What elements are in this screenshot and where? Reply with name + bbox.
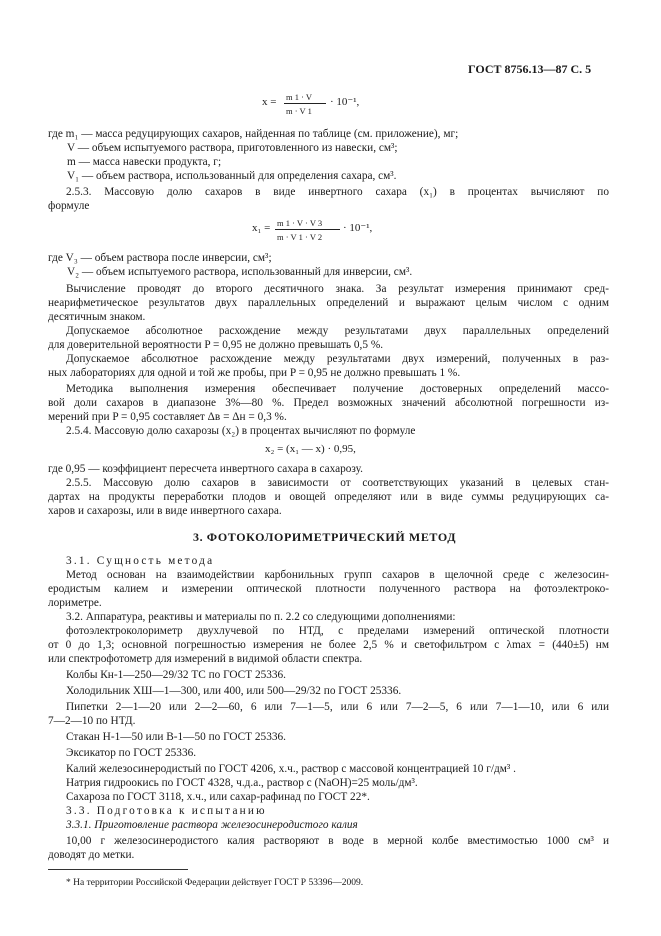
- section-3-title: 3. ФОТОКОЛОРИМЕТРИЧЕСКИЙ МЕТОД: [193, 530, 457, 544]
- paragraph-line: Калий железосинеродистый по ГОСТ 4206, х.ч., раствор с массовой концентрацией 10 г/дм³ .: [66, 763, 516, 775]
- footnote: * На территории Российской Федерации действует ГОСТ Р 53396—2009.: [66, 878, 364, 888]
- formula-2-bar: [275, 229, 340, 230]
- paragraph-line: Натрия гидроокись по ГОСТ 4328, ч.д.а., раствор c (NaOH)=25 моль/дм³.: [66, 777, 418, 789]
- paragraph-line: Вычисление проводят до второго десятичного знака. За результат измерения принимают сред-: [66, 283, 609, 295]
- paragraph-line: Сахароза по ГОСТ 3118, х.ч., или сахар-рафинад по ГОСТ 22*.: [66, 791, 370, 803]
- formula-3: x₂ = (x₁ — x) · 0,95,: [265, 443, 356, 455]
- paragraph-line: Колбы Кн-1—250—29/32 ТС по ГОСТ 25336.: [66, 669, 287, 681]
- where1-line: m — масса навески продукта, г;: [67, 156, 222, 168]
- paragraph-line: Холодильник ХШ—1—300, или 400, или 500—29/32 по ГОСТ 25336.: [66, 685, 402, 697]
- paragraph-line: доводят до метки.: [48, 849, 135, 861]
- paragraph-line: формуле: [48, 200, 90, 212]
- paragraph-line: 7—2—10 по НТД.: [48, 715, 136, 727]
- paragraph-line: от 0 до 1,3; основной погрешностью измерения не более 2,5 % и светофильтром с λmax = (440±5) нм: [48, 639, 609, 651]
- subsection-title: 3.3.1. Приготовление раствора железосинеродистого калия: [66, 819, 358, 831]
- paragraph-line: фотоэлектроколориметр двухлучевой по НТД, с пределами измерений оптической плотности: [66, 625, 609, 637]
- paragraph-line: Стакан Н-1—50 или В-1—50 по ГОСТ 25336.: [66, 731, 286, 743]
- paragraph-line: Допускаемое абсолютное расхождение между результатами двух параллельных определений: [66, 325, 609, 337]
- paragraph-line: Пипетки 2—1—20 или 2—2—60, 6 или 7—1—5, или 6 или 7—2—5, 6 или 7—1—10, или 6 или: [66, 701, 609, 713]
- formula-2-numerator: m 1 · V · V 3: [277, 218, 323, 228]
- where2-line: V₂ — объем испытуемого раствора, использованный для инверсии, см³.: [67, 266, 413, 278]
- paragraph-line: Эксикатор по ГОСТ 25336.: [66, 747, 197, 759]
- paragraph-line: 3.2. Аппаратура, реактивы и материалы по п. 2.2 со следующими дополнениями:: [66, 611, 456, 623]
- paragraph-line: ных лабораториях для одной и той же пробы, при P = 0,95 не должно превышать 1 %.: [48, 367, 461, 379]
- where1-line: V — объем испытуемого раствора, приготовленного из навески, см³;: [67, 142, 398, 154]
- paragraph-line: вой доли сахаров в диапазоне 3%—80 %. Предел возможных значений абсолютной погрешности из-: [48, 397, 609, 409]
- paragraph-line: 2.5.3. Массовую долю сахаров в виде инвертного сахара (x₁) в процентах вычисляют по: [66, 186, 609, 198]
- subsection-title: 3.3. Подготовка к испытанию: [66, 805, 267, 817]
- where2-line: где V₃ — объем раствора после инверсии, см³;: [48, 252, 272, 264]
- paragraph-line: лориметре.: [48, 597, 102, 609]
- formula-1-denominator: m · V 1: [286, 106, 312, 116]
- paragraph-line: 10,00 г железосинеродистого калия растворяют в воде в мерной колбе вместимостью 1000 см³ и: [66, 835, 609, 847]
- formula-1-lhs: x =: [262, 96, 277, 108]
- formula-2-lhs: x₁ =: [252, 222, 271, 234]
- page-header: ГОСТ 8756.13—87 С. 5: [468, 62, 592, 76]
- paragraph-line: 2.5.4. Массовую долю сахарозы (x₂) в процентах вычисляют по формуле: [66, 425, 416, 437]
- paragraph-line: Методика выполнения измерения обеспечивает получение достоверных определений массо-: [66, 383, 609, 395]
- footnote-rule: [48, 869, 188, 870]
- formula-1-bar: [284, 103, 326, 104]
- formula-1-numerator: m 1 · V: [286, 92, 313, 102]
- paragraph-line: харов и сахарозы, или в виде инвертного сахара.: [48, 505, 282, 517]
- where1-line: V₁ — объем раствора, использованный для определения сахара, см³.: [67, 170, 397, 182]
- paragraph-line: еродистым калием и измерении оптической плотности полученного раствора на фотоэлектроко-: [48, 583, 609, 595]
- paragraph-line: где 0,95 — коэффициент пересчета инвертного сахара в сахарозу.: [48, 463, 363, 475]
- formula-2-denominator: m · V 1 · V 2: [277, 232, 323, 242]
- paragraph-line: Метод основан на взаимодействии карбонильных групп сахаров в щелочной среде с железосин-: [66, 569, 609, 581]
- formula-2-factor: · 10⁻¹,: [343, 222, 373, 234]
- paragraph-line: неарифметическое результатов двух параллельных определений и выражают целым числом с одним: [48, 297, 609, 309]
- paragraph-line: Допускаемое абсолютное расхождение между результатами двух измерений, полученных в раз-: [66, 353, 609, 365]
- paragraph-line: для доверительной вероятности P = 0,95 не должно превышать 0,5 %.: [48, 339, 384, 351]
- where1-line: где m₁ — масса редуцирующих сахаров, найденная по таблице (см. приложение), мг;: [48, 128, 459, 140]
- formula-1-factor: · 10⁻¹,: [330, 96, 360, 108]
- paragraph-line: десятичным знаком.: [48, 311, 146, 323]
- subsection-title: 3.1. Сущность метода: [66, 555, 215, 567]
- paragraph-line: или спектрофотометр для измерений в видимой области спектра.: [48, 653, 363, 665]
- paragraph-line: дартах на продукты переработки плодов и овощей определяют или в виде суммы редуцирующих са-: [48, 491, 609, 503]
- paragraph-line: 2.5.5. Массовую долю сахаров в зависимости от соответствующих указаний в целевых стан-: [66, 477, 609, 489]
- paragraph-line: мерений при P = 0,95 составляет Δв = Δн = 0,3 %.: [48, 411, 287, 423]
